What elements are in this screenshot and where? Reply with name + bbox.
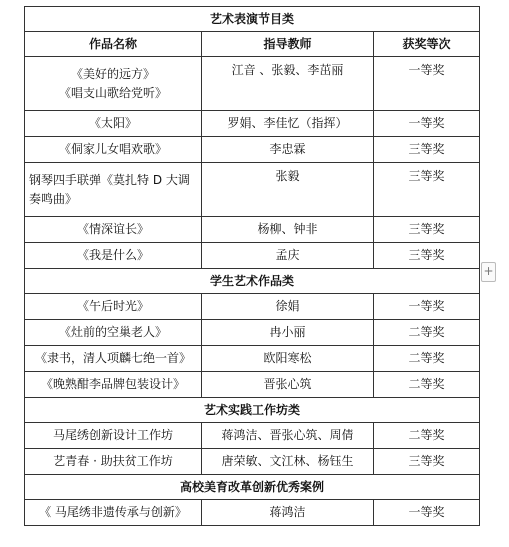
work-name-cell [25, 111, 202, 137]
award-cell: 二等奖 [374, 346, 480, 372]
work-name-line: 《唱支山歌给党听》 [58, 85, 167, 100]
table-row [25, 294, 480, 320]
award-cell: 一等奖 [374, 294, 480, 320]
section-title: 高校美育改革创新优秀案例 [25, 475, 480, 500]
award-cell: 二等奖 [374, 423, 480, 449]
work-name-line: 《我是什么》 [76, 248, 149, 262]
table-row [25, 137, 480, 163]
work-name-cell [25, 346, 202, 372]
teacher-cell: 杨柳、钟非 [202, 217, 374, 243]
table-row [25, 449, 480, 475]
teacher-cell: 江音 、张毅、李茁丽 [202, 57, 374, 111]
work-name-cell [25, 500, 202, 526]
award-cell: 一等奖 [374, 57, 480, 111]
work-name-cell [25, 320, 202, 346]
teacher-cell: 李忠霖 [202, 137, 374, 163]
teacher-cell: 蒋鸿洁 [202, 500, 374, 526]
work-name-line: 《美好的远方》 [70, 66, 155, 81]
teacher-cell: 晋张心筑 [202, 372, 374, 398]
work-name-line: 钢琴四手联弹《莫扎特 D 大调 [29, 172, 190, 187]
work-name-cell [25, 217, 202, 243]
work-name-cell [25, 137, 202, 163]
award-cell: 三等奖 [374, 243, 480, 269]
work-name-cell [25, 449, 202, 475]
teacher-cell: 徐娟 [202, 294, 374, 320]
work-name-cell [25, 243, 202, 269]
work-name-cell [25, 294, 202, 320]
section-heading-row [25, 398, 480, 423]
award-cell: 三等奖 [374, 163, 480, 217]
teacher-cell: 张毅 [202, 163, 374, 217]
work-name-cell [25, 57, 202, 111]
award-cell: 二等奖 [374, 372, 480, 398]
table-row [25, 320, 480, 346]
award-cell: 三等奖 [374, 137, 480, 163]
work-name-line: 《太阳》 [88, 116, 137, 130]
work-name-line: 《灶前的空巢老人》 [58, 325, 167, 339]
awards-table [24, 6, 480, 526]
column-header-award: 获奖等次 [374, 32, 480, 57]
award-cell: 一等奖 [374, 500, 480, 526]
teacher-cell: 蒋鸿洁、晋张心筑、周倩 [202, 423, 374, 449]
table-add-handle-icon[interactable]: + [481, 262, 496, 282]
work-name-cell [25, 423, 202, 449]
teacher-cell: 孟庆 [202, 243, 374, 269]
table-row [25, 217, 480, 243]
section-title: 艺术表演节目类 [25, 7, 480, 32]
teacher-cell: 欧阳寒松 [202, 346, 374, 372]
work-name-line: 《晚熟酣李品牌包装设计》 [40, 377, 185, 391]
section-heading-row [25, 269, 480, 294]
award-cell: 三等奖 [374, 449, 480, 475]
work-name-cell [25, 372, 202, 398]
table-row [25, 243, 480, 269]
column-header-teacher: 指导教师 [202, 32, 374, 57]
table-row [25, 372, 480, 398]
section-title: 艺术实践工作坊类 [25, 398, 480, 423]
table-row [25, 57, 480, 111]
award-cell: 二等奖 [374, 320, 480, 346]
work-name-cell [25, 163, 202, 217]
table-row [25, 346, 480, 372]
section-heading-row [25, 7, 480, 32]
work-name-line: 《隶书，清人项麟七绝一首》 [34, 351, 191, 365]
teacher-cell: 唐荣敏、文江林、杨钰生 [202, 449, 374, 475]
section-heading-row [25, 475, 480, 500]
award-cell: 三等奖 [374, 217, 480, 243]
work-name-line: 《 马尾绣非遗传承与创新》 [39, 505, 187, 519]
table-row [25, 163, 480, 217]
work-name-line: 马尾绣创新设计工作坊 [52, 428, 173, 442]
table-row [25, 500, 480, 526]
column-header-work: 作品名称 [25, 32, 202, 57]
work-name-line: 《午后时光》 [76, 299, 149, 313]
work-name-line: 《情深谊长》 [76, 222, 149, 236]
work-name-line: 《侗家儿女唱欢歌》 [58, 142, 167, 156]
work-name-line: 艺青春 · 助扶贫工作坊 [53, 454, 173, 468]
work-name-line: 奏鸣曲》 [29, 191, 78, 206]
table-row [25, 111, 480, 137]
column-header-row [25, 32, 480, 57]
teacher-cell: 冉小丽 [202, 320, 374, 346]
table-row [25, 423, 480, 449]
section-title: 学生艺术作品类 [25, 269, 480, 294]
award-cell: 一等奖 [374, 111, 480, 137]
teacher-cell: 罗娟、李佳忆（指挥） [202, 111, 374, 137]
